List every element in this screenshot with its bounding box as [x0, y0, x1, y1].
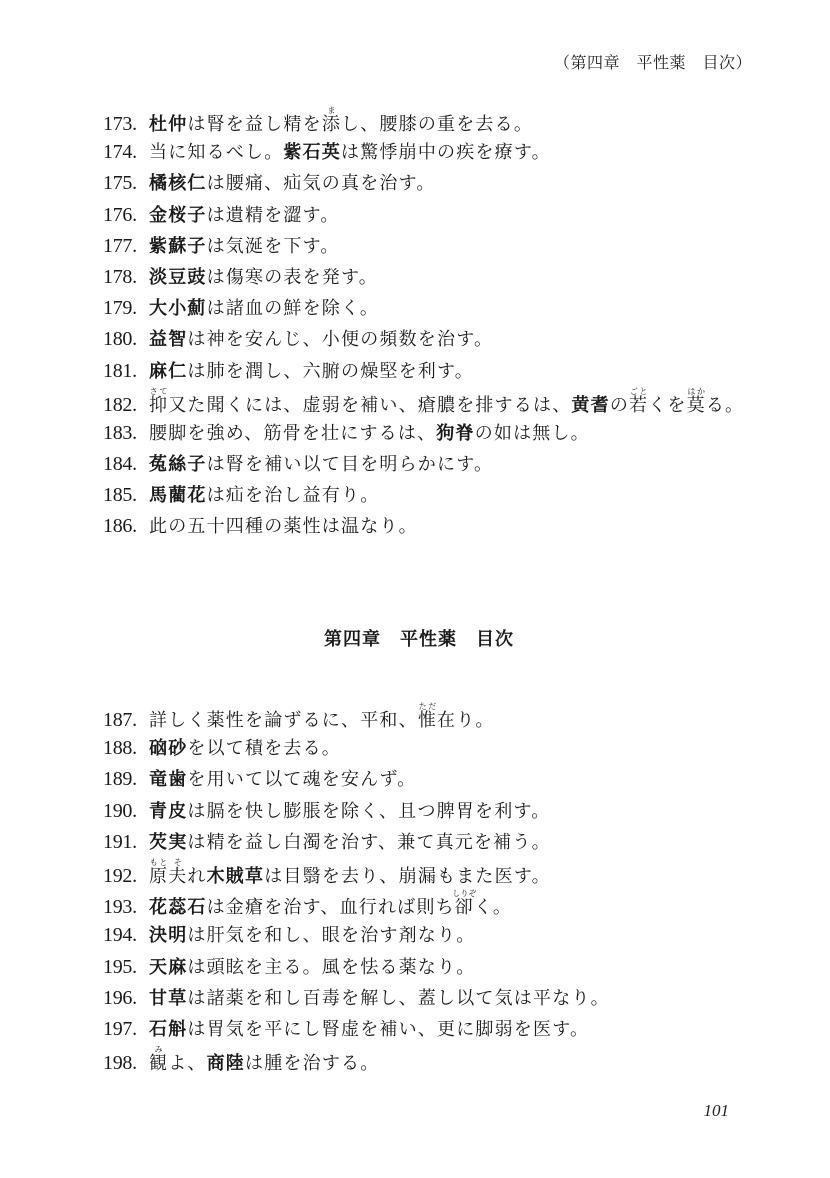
furigana-reading: そ	[168, 857, 188, 867]
entry-segment: は遺精を澀す。	[206, 204, 340, 226]
entry-text	[149, 137, 551, 168]
entry-text	[149, 889, 512, 923]
herb-name: 木賊草	[206, 865, 265, 887]
entry-segment: は肺を潤し、六腑の燥堅を利す。	[187, 360, 474, 382]
entry-text	[149, 262, 378, 293]
herb-name: 決明	[149, 925, 188, 947]
entry-segment: く。	[473, 897, 513, 919]
herb-name: 硇砂	[149, 738, 188, 760]
furigana-reading: さて	[149, 386, 169, 396]
entry-text	[149, 858, 551, 892]
herb-name: 商陸	[206, 1053, 246, 1075]
entry-segment: は驚悸崩中の疾を療す。	[341, 142, 551, 164]
entry-text	[149, 1045, 379, 1079]
herb-name: 菟絲子	[149, 454, 207, 476]
entry-number: 180.	[103, 328, 137, 351]
furigana-word: 卻しりぞ	[452, 889, 477, 919]
entry-number: 179.	[103, 297, 137, 320]
entry-segment: を用いて以て魂を安んず。	[187, 769, 417, 791]
entry-text	[149, 324, 493, 355]
running-head: （第四章 平性薬 目次）	[553, 53, 752, 72]
entry-segment: は気涎を下す。	[206, 235, 340, 257]
entry-line	[103, 511, 744, 542]
herb-name: 杜仲	[149, 114, 188, 135]
entry-number: 173.	[103, 113, 137, 135]
entry-number: 186.	[103, 515, 137, 538]
entry-segment: よ、	[168, 1053, 207, 1075]
entry-segment: は精を益し白濁を治す、兼て真元を補う。	[187, 831, 551, 853]
herb-name: 金桜子	[149, 204, 207, 226]
entry-line	[103, 983, 610, 1014]
entry-segment: は腰痛、疝気の真を治す。	[206, 173, 436, 195]
chapter-heading: 第四章 平性薬 目次	[324, 628, 514, 650]
herb-name: 青皮	[149, 800, 188, 822]
entry-number: 194.	[103, 924, 137, 947]
entry-text	[149, 1014, 589, 1045]
entry-text	[149, 449, 493, 480]
entry-number: 176.	[103, 203, 137, 226]
herb-name: 紫蘇子	[149, 235, 207, 257]
furigana-word: 添ま	[321, 106, 342, 135]
entry-line	[103, 702, 610, 733]
entry-line	[103, 480, 744, 511]
entry-number: 175.	[103, 172, 137, 195]
entry-text	[149, 387, 744, 421]
furigana-word: 観み	[149, 1045, 169, 1075]
entry-line	[103, 293, 744, 324]
entry-text	[149, 702, 495, 736]
entry-text	[149, 796, 550, 827]
entry-segment: 詳しく薬性を論ずるに、平和、	[149, 710, 418, 731]
entry-segment: の如は無し。	[474, 422, 590, 444]
entry-number: 195.	[103, 955, 137, 978]
furigana-reading: ただ	[417, 702, 438, 711]
furigana-word: 夫そ	[168, 857, 188, 887]
entry-segment: は腎を益し精を	[187, 114, 322, 135]
entry-segment: は膈を快し膨脹を除く、且つ脾胃を利す。	[187, 800, 551, 822]
entry-segment: 此の五十四種の薬性は温なり。	[149, 516, 418, 538]
herb-name: 馬藺花	[149, 485, 207, 507]
herb-name: 竜歯	[149, 769, 188, 791]
entry-line	[103, 889, 610, 920]
furigana-word: 若ごと	[629, 386, 649, 416]
entry-line	[103, 418, 744, 449]
entry-text	[149, 983, 610, 1014]
entry-line	[103, 952, 610, 983]
entry-segment: は頭眩を主る。風を怯る薬なり。	[187, 956, 476, 978]
entry-segment: は肝気を和し、眼を治す剤なり。	[187, 925, 476, 947]
entry-text	[149, 200, 340, 231]
entry-segment: し、腰膝の重を去る。	[341, 114, 534, 135]
entry-number: 197.	[103, 1017, 137, 1040]
herb-name: 淡豆豉	[149, 266, 207, 288]
entry-text	[149, 952, 475, 983]
furigana-word: 原もと	[149, 857, 169, 887]
entry-segment: 在り。	[437, 710, 495, 731]
entry-segment: を以て積を去る。	[187, 738, 342, 760]
entry-segment: は諸薬を和し百毒を解し、蓋し以て気は平なり。	[187, 987, 610, 1009]
furigana-word: 抑さて	[149, 386, 169, 416]
entry-number: 190.	[103, 799, 137, 822]
entry-number: 184.	[103, 453, 137, 476]
herb-name: 麻仁	[149, 360, 188, 382]
entry-line	[103, 1045, 610, 1076]
entry-line	[103, 262, 744, 293]
furigana-reading: み	[149, 1045, 169, 1055]
entry-segment: は目翳を去り、崩漏もまた医す。	[264, 865, 551, 887]
entry-segment: 当に知るべし。	[149, 142, 284, 164]
entry-text	[149, 764, 416, 795]
furigana-reading: もと	[149, 857, 169, 867]
entry-line	[103, 168, 744, 199]
entry-number: 185.	[103, 484, 137, 507]
entry-number: 189.	[103, 768, 137, 791]
entry-text	[149, 827, 551, 858]
entry-segment: の	[609, 394, 630, 416]
entry-line	[103, 324, 744, 355]
entry-segment: は胃気を平にし腎虚を補い、更に脚弱を医す。	[187, 1018, 590, 1040]
entry-number: 181.	[103, 359, 137, 382]
entry-text	[149, 920, 475, 951]
entry-line	[103, 858, 610, 889]
entry-segment: は腫を治する。	[245, 1053, 380, 1075]
entry-line	[103, 231, 744, 262]
entry-line	[103, 449, 744, 480]
entry-segment: は諸血の鮮を除く。	[206, 298, 380, 320]
furigana-reading: ま	[321, 106, 341, 115]
entry-line	[103, 827, 610, 858]
entry-text	[149, 480, 379, 511]
entry-text	[149, 293, 379, 324]
herb-name: 石斛	[149, 1018, 188, 1040]
entry-segment: は金瘡を治す、血行れば則ち	[206, 897, 455, 919]
herb-name: 花蕊石	[149, 897, 207, 919]
entry-number: 178.	[103, 265, 137, 288]
entry-number: 183.	[103, 421, 137, 444]
entry-text	[149, 106, 533, 140]
entry-number: 196.	[103, 986, 137, 1009]
entry-line	[103, 733, 610, 764]
entry-segment: 腰脚を強め、筋骨を壮にするは、	[149, 422, 437, 444]
furigana-reading: しりぞ	[452, 889, 477, 899]
entry-line	[103, 920, 610, 951]
entry-text	[149, 168, 436, 199]
entry-line	[103, 764, 610, 795]
entry-line	[103, 137, 744, 168]
entry-number: 177.	[103, 234, 137, 257]
herb-name: 甘草	[149, 987, 188, 1009]
entry-line	[103, 1014, 610, 1045]
entry-segment: る。	[705, 394, 745, 416]
furigana-word: 莫はか	[686, 386, 706, 416]
furigana-word: 惟ただ	[417, 702, 438, 731]
entry-segment: くを	[648, 394, 687, 416]
entry-segment: 又た聞くには、虚弱を補い、瘡膿を排するは、	[168, 394, 572, 416]
entry-number: 174.	[103, 141, 137, 164]
furigana-reading: はか	[686, 386, 706, 396]
entry-text	[149, 511, 418, 542]
entry-number: 192.	[103, 864, 137, 887]
entry-number: 182.	[103, 393, 137, 416]
page-number: 101	[703, 1101, 729, 1120]
herb-name: 狗脊	[436, 422, 475, 444]
entry-segment: は神を安んじ、小便の頻数を治す。	[187, 329, 494, 351]
furigana-reading: ごと	[629, 386, 649, 396]
entry-number: 191.	[103, 830, 137, 853]
entry-line	[103, 387, 744, 418]
entry-line	[103, 106, 744, 137]
entry-list-chapter-3-end	[103, 106, 744, 543]
entry-line	[103, 796, 610, 827]
entry-segment: は腎を補い以て目を明らかにす。	[206, 454, 494, 476]
entry-text	[149, 418, 590, 449]
herb-name: 芡実	[149, 831, 188, 853]
herb-name: 紫石英	[283, 142, 342, 164]
entry-line	[103, 200, 744, 231]
herb-name: 黄耆	[571, 394, 610, 416]
entry-segment: は疝を治し益有り。	[206, 485, 380, 507]
entry-segment: は傷寒の表を発す。	[206, 266, 378, 288]
herb-name: 益智	[149, 329, 188, 351]
entry-number: 198.	[103, 1052, 137, 1075]
entry-text	[149, 231, 340, 262]
herb-name: 天麻	[149, 956, 188, 978]
entry-list-chapter-4	[103, 702, 610, 1076]
entry-number: 187.	[103, 709, 137, 731]
entry-segment: れ	[187, 865, 207, 887]
entry-line	[103, 356, 744, 387]
herb-name: 橘核仁	[149, 173, 207, 195]
entry-number: 188.	[103, 737, 137, 760]
herb-name: 大小薊	[149, 298, 207, 320]
entry-text	[149, 356, 474, 387]
entry-number: 193.	[103, 896, 137, 919]
entry-text	[149, 733, 341, 764]
